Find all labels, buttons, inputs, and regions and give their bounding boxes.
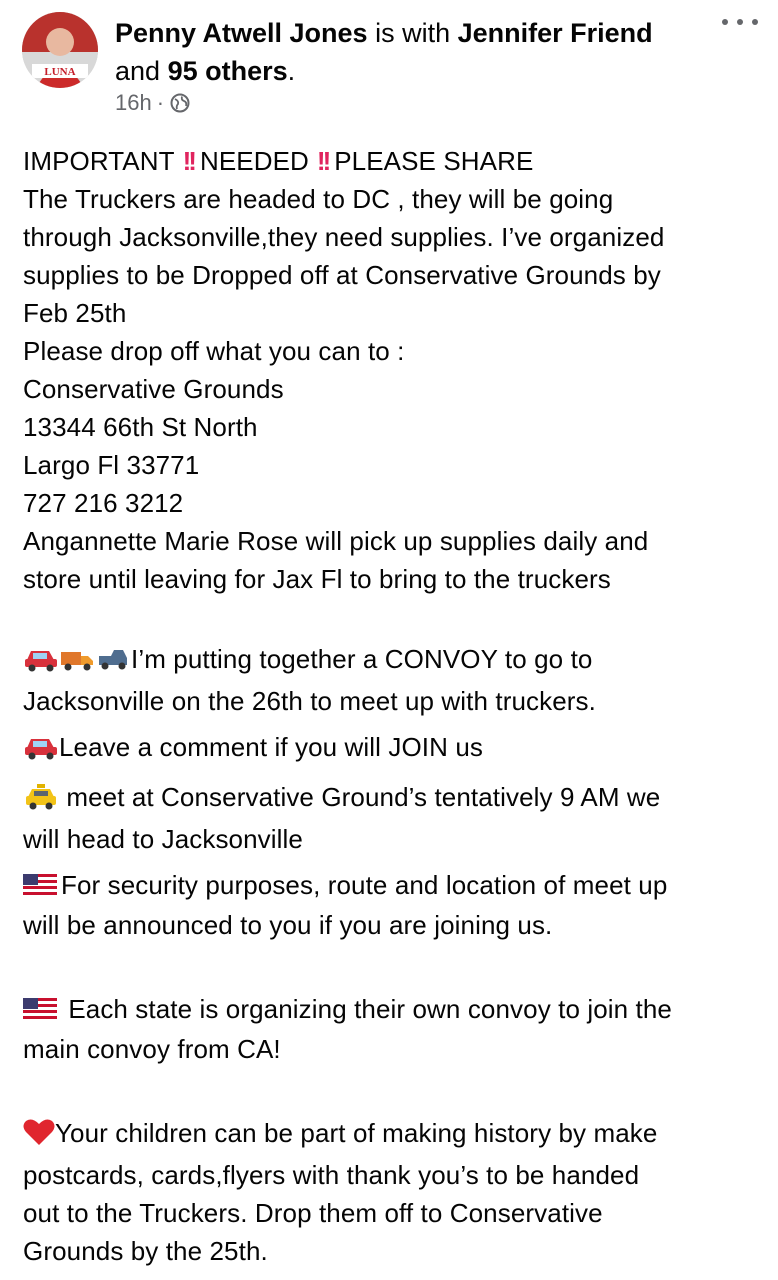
text-join: Leave a comment if you will JOIN us — [59, 732, 483, 762]
text-needed: NEEDED — [199, 146, 309, 176]
author-name[interactable]: Penny Atwell Jones — [115, 18, 368, 48]
post-line: postcards, cards,flyers with thank you’s to be handed — [23, 1160, 640, 1190]
post-line: Feb 25th — [23, 298, 127, 328]
post-line: store until leaving for Jax Fl to bring to the truckers — [23, 564, 611, 594]
post-header — [0, 0, 778, 130]
period: . — [287, 56, 296, 86]
car-emoji-icon — [23, 732, 59, 770]
post-line: through Jacksonville,they need supplies. I’ve organized — [23, 222, 665, 252]
taxi-emoji-icon — [23, 782, 59, 820]
post-line — [23, 728, 758, 770]
post-line: The Truckers are headed to DC , they will be going — [23, 184, 614, 214]
us-flag-icon — [23, 992, 57, 1030]
dot — [752, 19, 758, 25]
double-exclamation-icon: !! — [316, 146, 329, 176]
post-line — [23, 142, 758, 180]
tagged-friend[interactable]: Jennifer Friend — [457, 18, 653, 48]
post-line: Grounds by the 25th. — [23, 1236, 268, 1266]
text-convoy: I’m putting together a CONVOY to go to — [131, 644, 593, 674]
dot — [722, 19, 728, 25]
car-emoji-icon — [23, 644, 59, 682]
post-time[interactable]: 16h — [115, 90, 152, 115]
post-line: Please drop off what you can to : — [23, 336, 405, 366]
text-meet: meet at Conservative Ground’s tentatively 9 AM we — [59, 782, 661, 812]
tagged-others[interactable]: 95 others — [167, 56, 288, 86]
avatar[interactable] — [22, 12, 98, 88]
post-line: will head to Jacksonville — [23, 824, 303, 854]
post-line — [23, 640, 758, 682]
red-heart-icon — [23, 1118, 55, 1156]
text-security: For security purposes, route and location of meet up — [61, 870, 668, 900]
post-line: Angannette Marie Rose will pick up supplies daily and — [23, 526, 649, 556]
text-each-state: Each state is organizing their own convoy to join the — [61, 994, 672, 1024]
post-line: supplies to be Dropped off at Conservative Grounds by — [23, 260, 661, 290]
text-important: IMPORTANT — [23, 146, 175, 176]
post-line — [23, 1114, 758, 1156]
double-exclamation-icon: !! — [182, 146, 194, 176]
and-text: and — [115, 56, 161, 86]
post-line — [23, 778, 758, 820]
spacer — [23, 1068, 758, 1106]
post-meta — [115, 90, 190, 116]
post-line: Jacksonville on the 26th to meet up with truckers. — [23, 686, 596, 716]
address-name: Conservative Grounds — [23, 374, 284, 404]
us-flag-icon — [23, 868, 57, 906]
phone-number[interactable]: 727 216 3212 — [23, 488, 184, 518]
truck-emoji-icon — [59, 644, 95, 682]
pickup-emoji-icon — [95, 644, 131, 682]
address-street: 13344 66th St North — [23, 412, 258, 442]
post-body — [23, 142, 758, 1270]
post-line — [23, 990, 758, 1030]
spacer — [23, 944, 758, 982]
post-line: will be announced to you if you are joining us. — [23, 910, 553, 940]
with-text: is with — [375, 18, 451, 48]
author-line — [115, 14, 715, 90]
dot — [737, 19, 743, 25]
spacer — [23, 598, 758, 636]
post-line: out to the Truckers. Drop them off to Conservative — [23, 1198, 603, 1228]
avatar-logo-text: LUNA — [44, 66, 76, 78]
address-city: Largo Fl 33771 — [23, 450, 200, 480]
more-options-icon[interactable] — [722, 14, 758, 30]
post-line: main convoy from CA! — [23, 1034, 281, 1064]
text-please-share: PLEASE SHARE — [334, 146, 534, 176]
text-children: Your children can be part of making history by make — [55, 1118, 658, 1148]
post-line — [23, 866, 758, 906]
meta-separator: · — [156, 90, 165, 115]
globe-icon[interactable] — [170, 93, 190, 113]
